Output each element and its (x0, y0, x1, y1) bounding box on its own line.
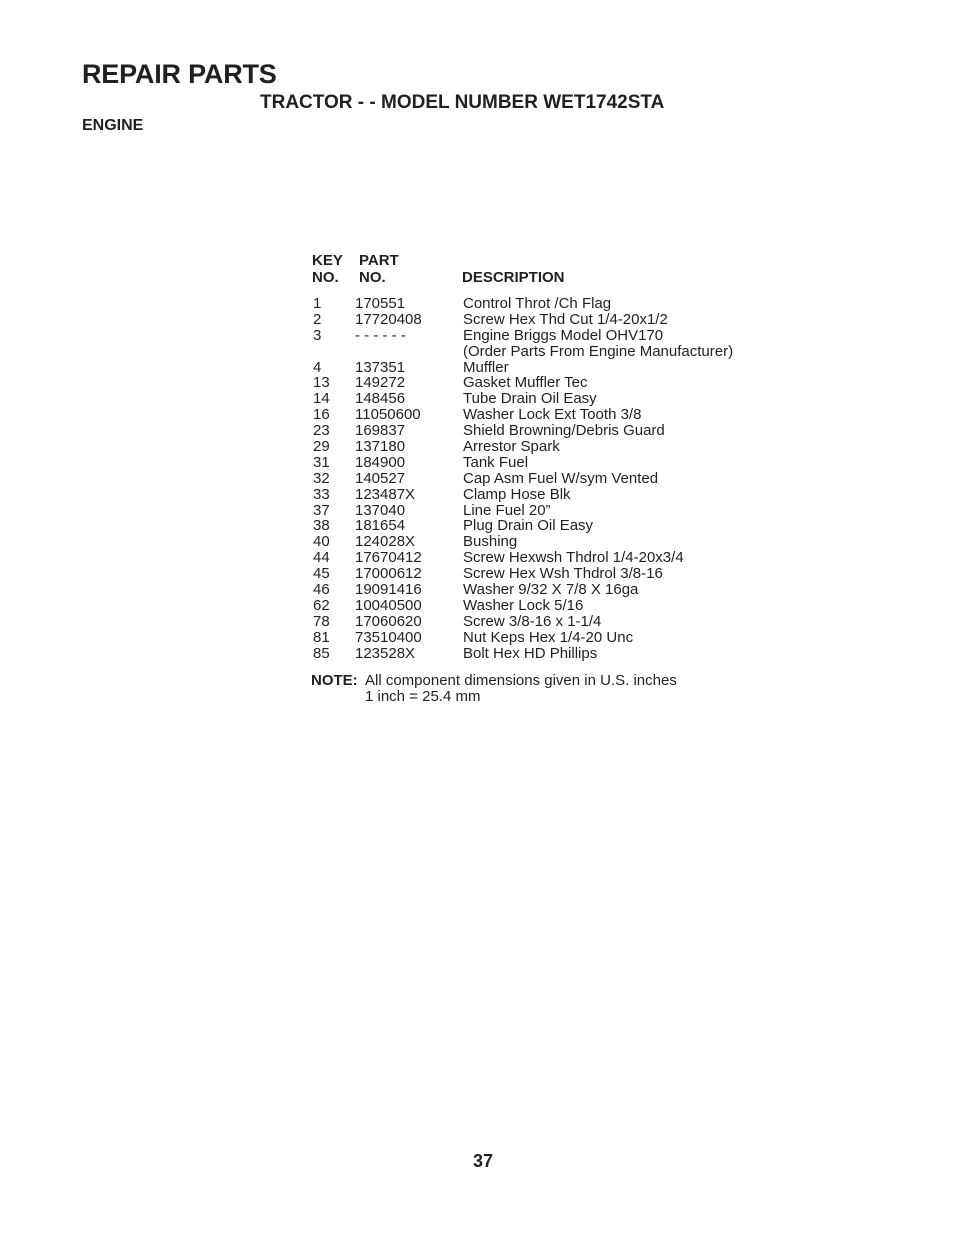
key-cell: 23 (313, 422, 330, 440)
description-cell: Arrestor Spark (463, 438, 560, 456)
description-cell: Screw Hex Wsh Thdrol 3/8-16 (463, 565, 663, 583)
key-cell: 33 (313, 485, 330, 503)
part-number-cell: 73510400 (355, 628, 422, 646)
part-number-cell: 149272 (355, 374, 406, 392)
part-number-cell: 169837 (355, 422, 406, 440)
key-cell: 1 (313, 295, 322, 312)
part-number-cell: 170551 (355, 295, 406, 312)
key-cell: 13 (313, 374, 330, 392)
description-cell: Engine Briggs Model OHV170 (463, 326, 664, 344)
part-number-cell: 17670412 (355, 549, 422, 567)
key-cell: 81 (313, 628, 330, 646)
key-header-line1: KEY (312, 252, 343, 269)
part-number-cell: 137180 (355, 438, 406, 456)
key-cell: 44 (313, 549, 330, 567)
description-cell: Shield Browning/Debris Guard (463, 422, 665, 440)
part-number-cell: 124028X (355, 533, 416, 551)
section-label: ENGINE (82, 117, 144, 134)
description-cell: Cap Asm Fuel W/sym Vented (463, 469, 659, 487)
description-cell: Clamp Hose Blk (463, 485, 571, 503)
part-number-cell: 137351 (355, 358, 406, 376)
description-cell: Nut Keps Hex 1/4-20 Unc (463, 628, 634, 646)
key-cell: 4 (313, 358, 322, 376)
part-number-cell: 140527 (355, 469, 406, 487)
part-number-cell: 123487X (355, 485, 416, 503)
key-cell: 31 (313, 453, 330, 471)
key-cell: 29 (313, 438, 330, 456)
part-number-cell: 17060620 (355, 612, 422, 630)
description-cell: Control Throt /Ch Flag (463, 295, 612, 312)
key-cell: 62 (313, 596, 330, 614)
description-cell: Washer Lock Ext Tooth 3/8 (463, 406, 642, 424)
description-cell: Washer 9/32 X 7/8 X 16ga (463, 581, 639, 599)
description-cell: Washer Lock 5/16 (463, 596, 584, 614)
description-cell: Bushing (463, 533, 518, 551)
description-cell: Tube Drain Oil Easy (463, 390, 597, 408)
description-cell: Screw Hex Thd Cut 1/4-20x1/2 (463, 310, 668, 328)
key-cell: 78 (313, 612, 330, 630)
description-cell: Screw Hexwsh Thdrol 1/4-20x3/4 (463, 549, 684, 567)
key-cell: 37 (313, 501, 330, 519)
description-header: DESCRIPTION (462, 269, 565, 286)
note (311, 672, 677, 705)
part-number-cell: 181654 (355, 517, 406, 535)
description-cell: Bolt Hex HD Phillips (463, 644, 598, 662)
key-cell: 16 (313, 406, 330, 424)
description-cell: Plug Drain Oil Easy (463, 517, 594, 535)
key-cell: 46 (313, 581, 330, 599)
note-label: NOTE: (311, 672, 358, 689)
description-cell: Gasket Muffler Tec (463, 374, 588, 392)
key-cell: 38 (313, 517, 330, 535)
part-header-line1: PART (359, 252, 399, 269)
part-number-cell: 10040500 (355, 596, 422, 614)
key-cell: 32 (313, 469, 330, 487)
model-title: TRACTOR - - MODEL NUMBER WET1742STA (260, 92, 665, 113)
key-header-line2: NO. (312, 269, 339, 286)
page-title: REPAIR PARTS (82, 59, 277, 89)
description-cell: Screw 3/8-16 x 1-1/4 (463, 612, 602, 630)
part-number-cell: 137040 (355, 501, 406, 519)
part-number-cell: - - - - - - (355, 326, 406, 344)
page-number: 37 (472, 1151, 494, 1171)
part-number-cell: 148456 (355, 390, 406, 408)
note-conversion: 1 inch = 25.4 mm (365, 687, 481, 705)
part-header-line2: NO. (359, 269, 386, 286)
key-cell: 40 (313, 533, 330, 551)
key-cell: 45 (313, 565, 330, 583)
part-number-cell: 123528X (355, 644, 416, 662)
part-number-cell: 17720408 (355, 310, 422, 328)
part-number-cell: 19091416 (355, 581, 422, 599)
description-cell: (Order Parts From Engine Manufacturer) (463, 342, 734, 360)
part-number-cell: 17000612 (355, 565, 422, 583)
key-cell: 14 (313, 390, 330, 408)
note-text: All component dimensions given in U.S. inches (365, 672, 677, 689)
part-number-cell: 184900 (355, 453, 406, 471)
key-cell: 85 (313, 644, 330, 662)
description-cell: Muffler (463, 358, 509, 376)
description-cell: Tank Fuel (463, 453, 529, 471)
key-cell: 2 (313, 310, 322, 328)
part-number-cell: 11050600 (355, 406, 421, 424)
description-cell: Line Fuel 20” (463, 501, 551, 519)
key-cell: 3 (313, 326, 322, 344)
